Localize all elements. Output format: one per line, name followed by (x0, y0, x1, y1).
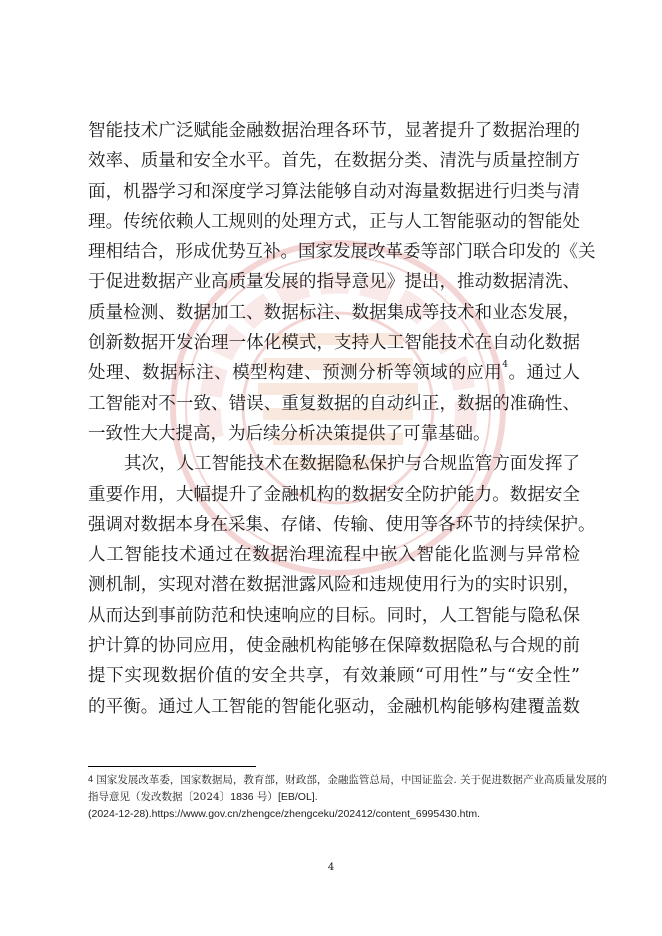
footnote-text: 1836 (230, 791, 254, 803)
footnote-url[interactable]: (2024-12-28).https://www.gov.cn/zhengce/zhengceku/202412/content_6995430.htm. (88, 808, 481, 820)
paragraph-1 (88, 116, 596, 449)
footnote-text: 指导意见（发改数据〔2024〕 (88, 791, 231, 803)
footnote-ref[interactable]: 4 (502, 360, 508, 371)
text-line (88, 358, 580, 388)
text-line: 效率、质量和安全水平。首先，在数据分类、清洗与质量控制方 (88, 151, 580, 172)
body-text (88, 116, 596, 722)
text-line: 面，机器学习和深度学习算法能够自动对海量数据进行归类与清 (88, 181, 580, 202)
page-number: 4 (327, 862, 335, 873)
text-line: 理。传统依赖人工规则的处理方式，正与人工智能驱动的智能处 (88, 211, 580, 232)
text-line: 于促进数据产业高质量发展的指导意见》提出，推动数据清洗、 (88, 272, 580, 293)
footnote-line (88, 772, 608, 789)
footnote (88, 772, 608, 823)
footnote-text: [EB/OL]. (277, 791, 318, 803)
text-line: 重要作用，大幅提升了金融机构的数据安全防护能力。数据安全 (88, 484, 580, 505)
text-line: 质量检测、数据加工、数据标注、数据集成等技术和业态发展， (88, 302, 580, 323)
footnote-number: 4 (88, 774, 94, 784)
text-line: 创新数据开发治理一体化模式，支持人工智能技术在自动化数据 (88, 333, 580, 354)
text-segment: 。通过人 (507, 363, 581, 384)
footnote-line (88, 789, 580, 806)
footnote-divider (88, 766, 256, 767)
text-line: 工智能对不一致、错误、重复数据的自动纠正，数据的准确性、 (88, 393, 580, 414)
text-line: 理相结合，形成优势互补。国家发展改革委等部门联合印发的《关 (88, 242, 596, 263)
footnote-text: 国家发展改革委，国家数据局，教育部，财政部，金融监管总局，中国证监会. 关于促进数据产业高质量发展的 (96, 774, 608, 786)
text-line: 强调对数据本身在采集、存储、传输、使用等各环节的持续保护。 (88, 514, 596, 535)
text-line: 智能技术广泛赋能金融数据治理各环节，显著提升了数据治理的 (88, 121, 580, 141)
text-line: 一致性大大提高，为后续分析决策提供了可靠基础。 (88, 423, 491, 444)
paragraph-2 (88, 449, 596, 722)
text-line: 的平衡。通过人工智能的智能化驱动，金融机构能够构建覆盖数 (88, 696, 580, 717)
text-line: 其次，人工智能技术在数据隐私保护与合规监管方面发挥了 (124, 454, 580, 475)
text-line: 人工智能技术通过在数据治理流程中嵌入智能化监测与异常检 (88, 545, 580, 566)
text-segment: 处理、数据标注、模型构建、预测分析等领域的应用 (88, 363, 503, 384)
text-line: 提下实现数据价值的安全共享，有效兼顾“可用性”与“安全性” (88, 666, 580, 687)
text-line: 测机制，实现对潜在数据泄露风险和违规使用行为的实时识别， (88, 575, 580, 596)
footnote-text: 号） (253, 791, 278, 803)
text-line: 从而达到事前防范和快速响应的目标。同时，人工智能与隐私保 (88, 605, 580, 626)
text-line: 护计算的协同应用，使金融机构能够在保障数据隐私与合规的前 (88, 636, 580, 657)
